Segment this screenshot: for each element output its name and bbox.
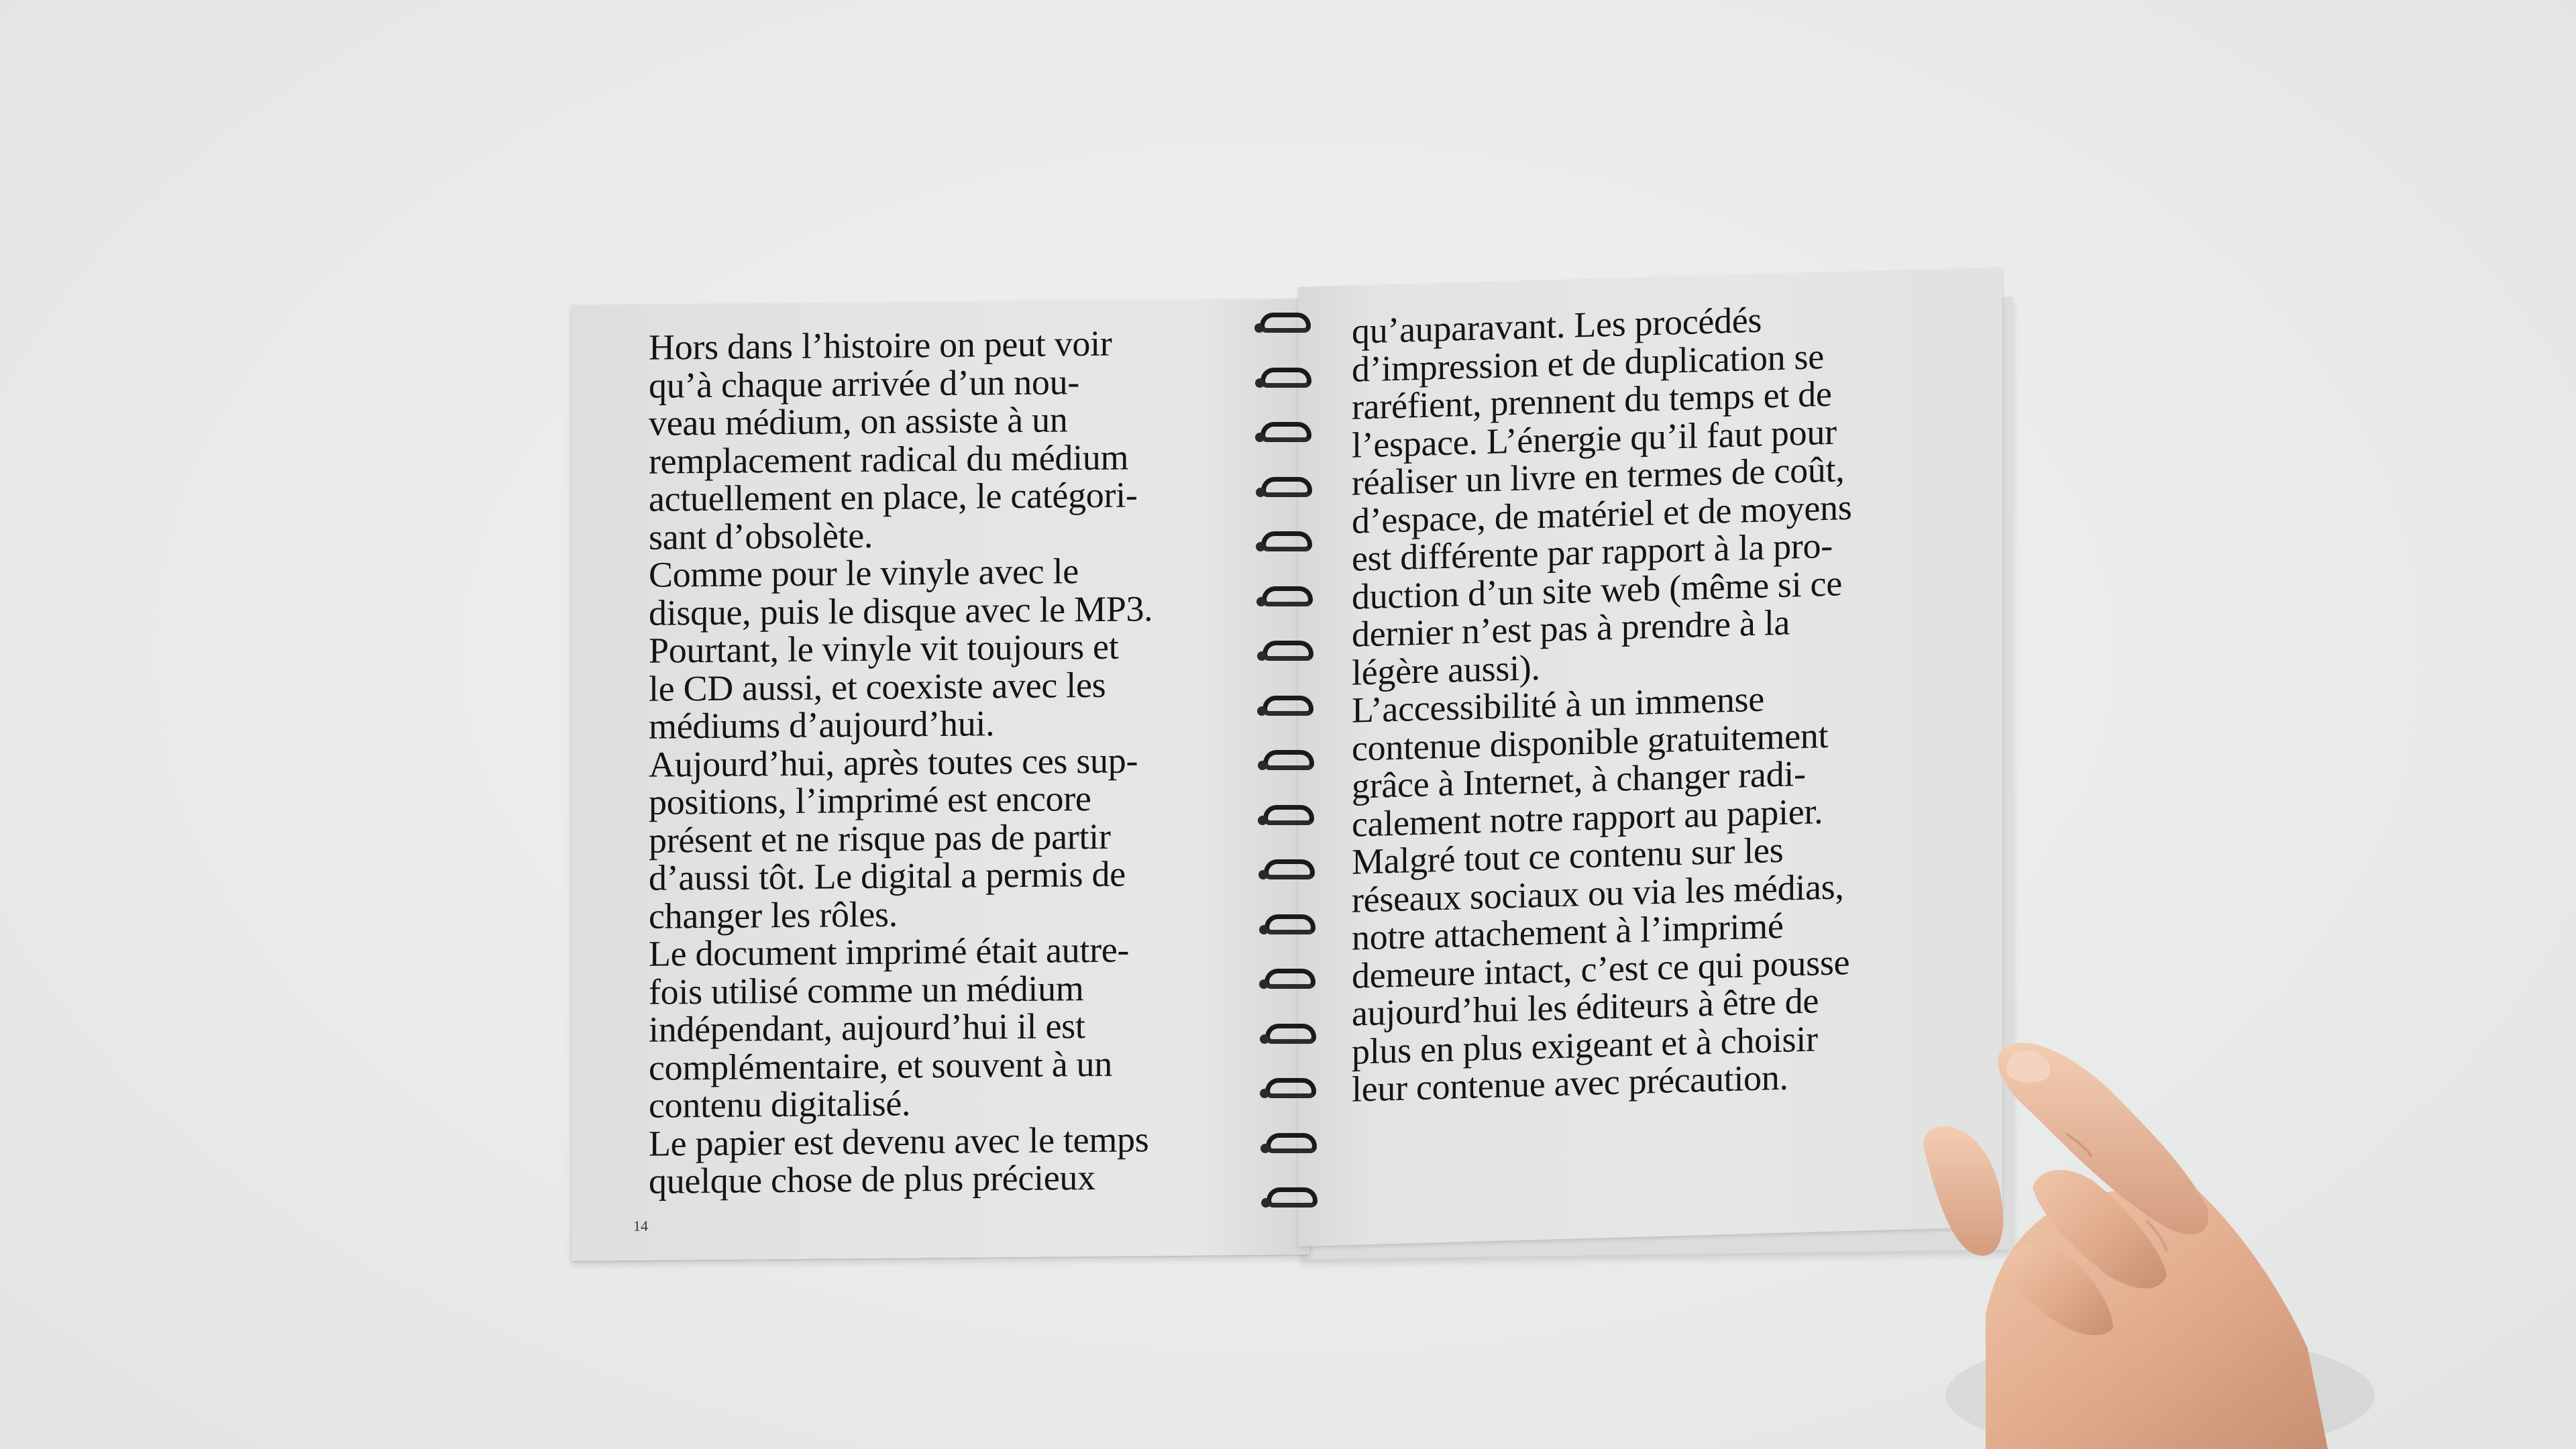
coil-ring: [1260, 368, 1311, 388]
coil-ring: [1263, 641, 1313, 661]
coil-ring: [1261, 531, 1312, 551]
left-page[interactable]: [572, 299, 1309, 1261]
spiral-coil: [1256, 527, 1318, 558]
spiral-coil: [1256, 473, 1318, 504]
coil-ring: [1264, 859, 1315, 879]
coil-ring: [1265, 1078, 1316, 1098]
coil-hole: [1261, 1198, 1271, 1208]
coil-hole: [1257, 651, 1267, 661]
spiral-coil: [1255, 364, 1317, 394]
coil-hole: [1258, 816, 1267, 825]
right-page[interactable]: [1298, 268, 2002, 1246]
spiral-coil: [1254, 309, 1316, 339]
spiral-coil: [1258, 855, 1320, 886]
page-number: 14: [633, 1217, 648, 1234]
spiral-coil: [1259, 965, 1321, 996]
coil-ring: [1262, 586, 1313, 606]
spiral-coil: [1258, 746, 1320, 777]
coil-hole: [1258, 761, 1267, 770]
coil-hole: [1257, 706, 1267, 716]
right-page-text: qu’auparavant. Les procédés d’impression et de duplication se raréfient, prennent du temps et de l’espace. L’énergie qu’il faut pour réaliser un livre en termes de coût, d’espace, de matériel et de moyens est différente par rapport à la pro- duction d’un site web (même si ce dernier n’est pas à prendre à la légère aussi). L’accessibilité à un immense contenue disponible gratuitement grâce à Internet, à changer radi- calement notre rapport au papier. Malgré tout ce contenu sur les réseaux sociaux ou via les médias, notre attachement à l’imprimé demeure intact, c’est ce qui pousse aujourd’hui les éditeurs à être de plus en plus exigeant et à choisir leur contenue avec précaution.: [1352, 299, 1852, 1110]
coil-hole: [1256, 597, 1266, 606]
coil-ring: [1265, 914, 1316, 934]
coil-hole: [1256, 488, 1265, 497]
spiral-binding: [1254, 309, 1328, 1234]
spiral-coil: [1259, 910, 1321, 941]
coil-ring: [1260, 422, 1311, 442]
coil-ring: [1266, 1133, 1317, 1153]
coil-ring: [1265, 969, 1316, 989]
coil-ring: [1265, 1024, 1316, 1044]
spiral-coil: [1257, 637, 1319, 667]
spiral-coil: [1260, 1020, 1322, 1051]
coil-hole: [1258, 870, 1268, 879]
spiral-coil: [1261, 1183, 1323, 1214]
coil-hole: [1260, 1144, 1270, 1153]
coil-ring: [1263, 805, 1314, 825]
coil-ring: [1260, 313, 1311, 333]
spiral-coil: [1255, 418, 1317, 449]
coil-ring: [1263, 696, 1313, 716]
coil-hole: [1254, 323, 1264, 333]
coil-ring: [1263, 750, 1314, 770]
left-page-text: Hors dans l’histoire on peut voir qu’à chaque arrivée d’un nou- veau médium, on assiste à un remplacement radical du médium actuellement en place, le catégori- sant d’obsolète. Comme pour le vinyle avec le disque, puis le disque avec le MP3. Pourtant, le vinyle vit toujours et le CD aussi, et coexiste avec les médiums d’aujourd’hui. Aujourd’hui, après toutes ces sup- positions, l’imprimé est encore présent et ne risque pas de partir d’aussi tôt. Le digital a permis de changer les rôles. Le document imprimé était autre- fois utilisé comme un médium indépendant, aujourd’hui il est complémentaire, et souvent à un contenu digitalisé. Le papier est devenu avec le temps quelque chose de plus précieux: [649, 323, 1153, 1201]
spiral-coil: [1260, 1129, 1322, 1160]
spiral-coil: [1258, 801, 1320, 832]
spiral-coil: [1257, 692, 1319, 722]
coil-hole: [1260, 1034, 1269, 1044]
coil-hole: [1255, 378, 1265, 388]
coil-ring: [1267, 1187, 1318, 1208]
spiral-coil: [1260, 1074, 1322, 1105]
coil-hole: [1259, 925, 1269, 934]
spiral-coil: [1256, 582, 1318, 613]
coil-ring: [1261, 477, 1312, 497]
